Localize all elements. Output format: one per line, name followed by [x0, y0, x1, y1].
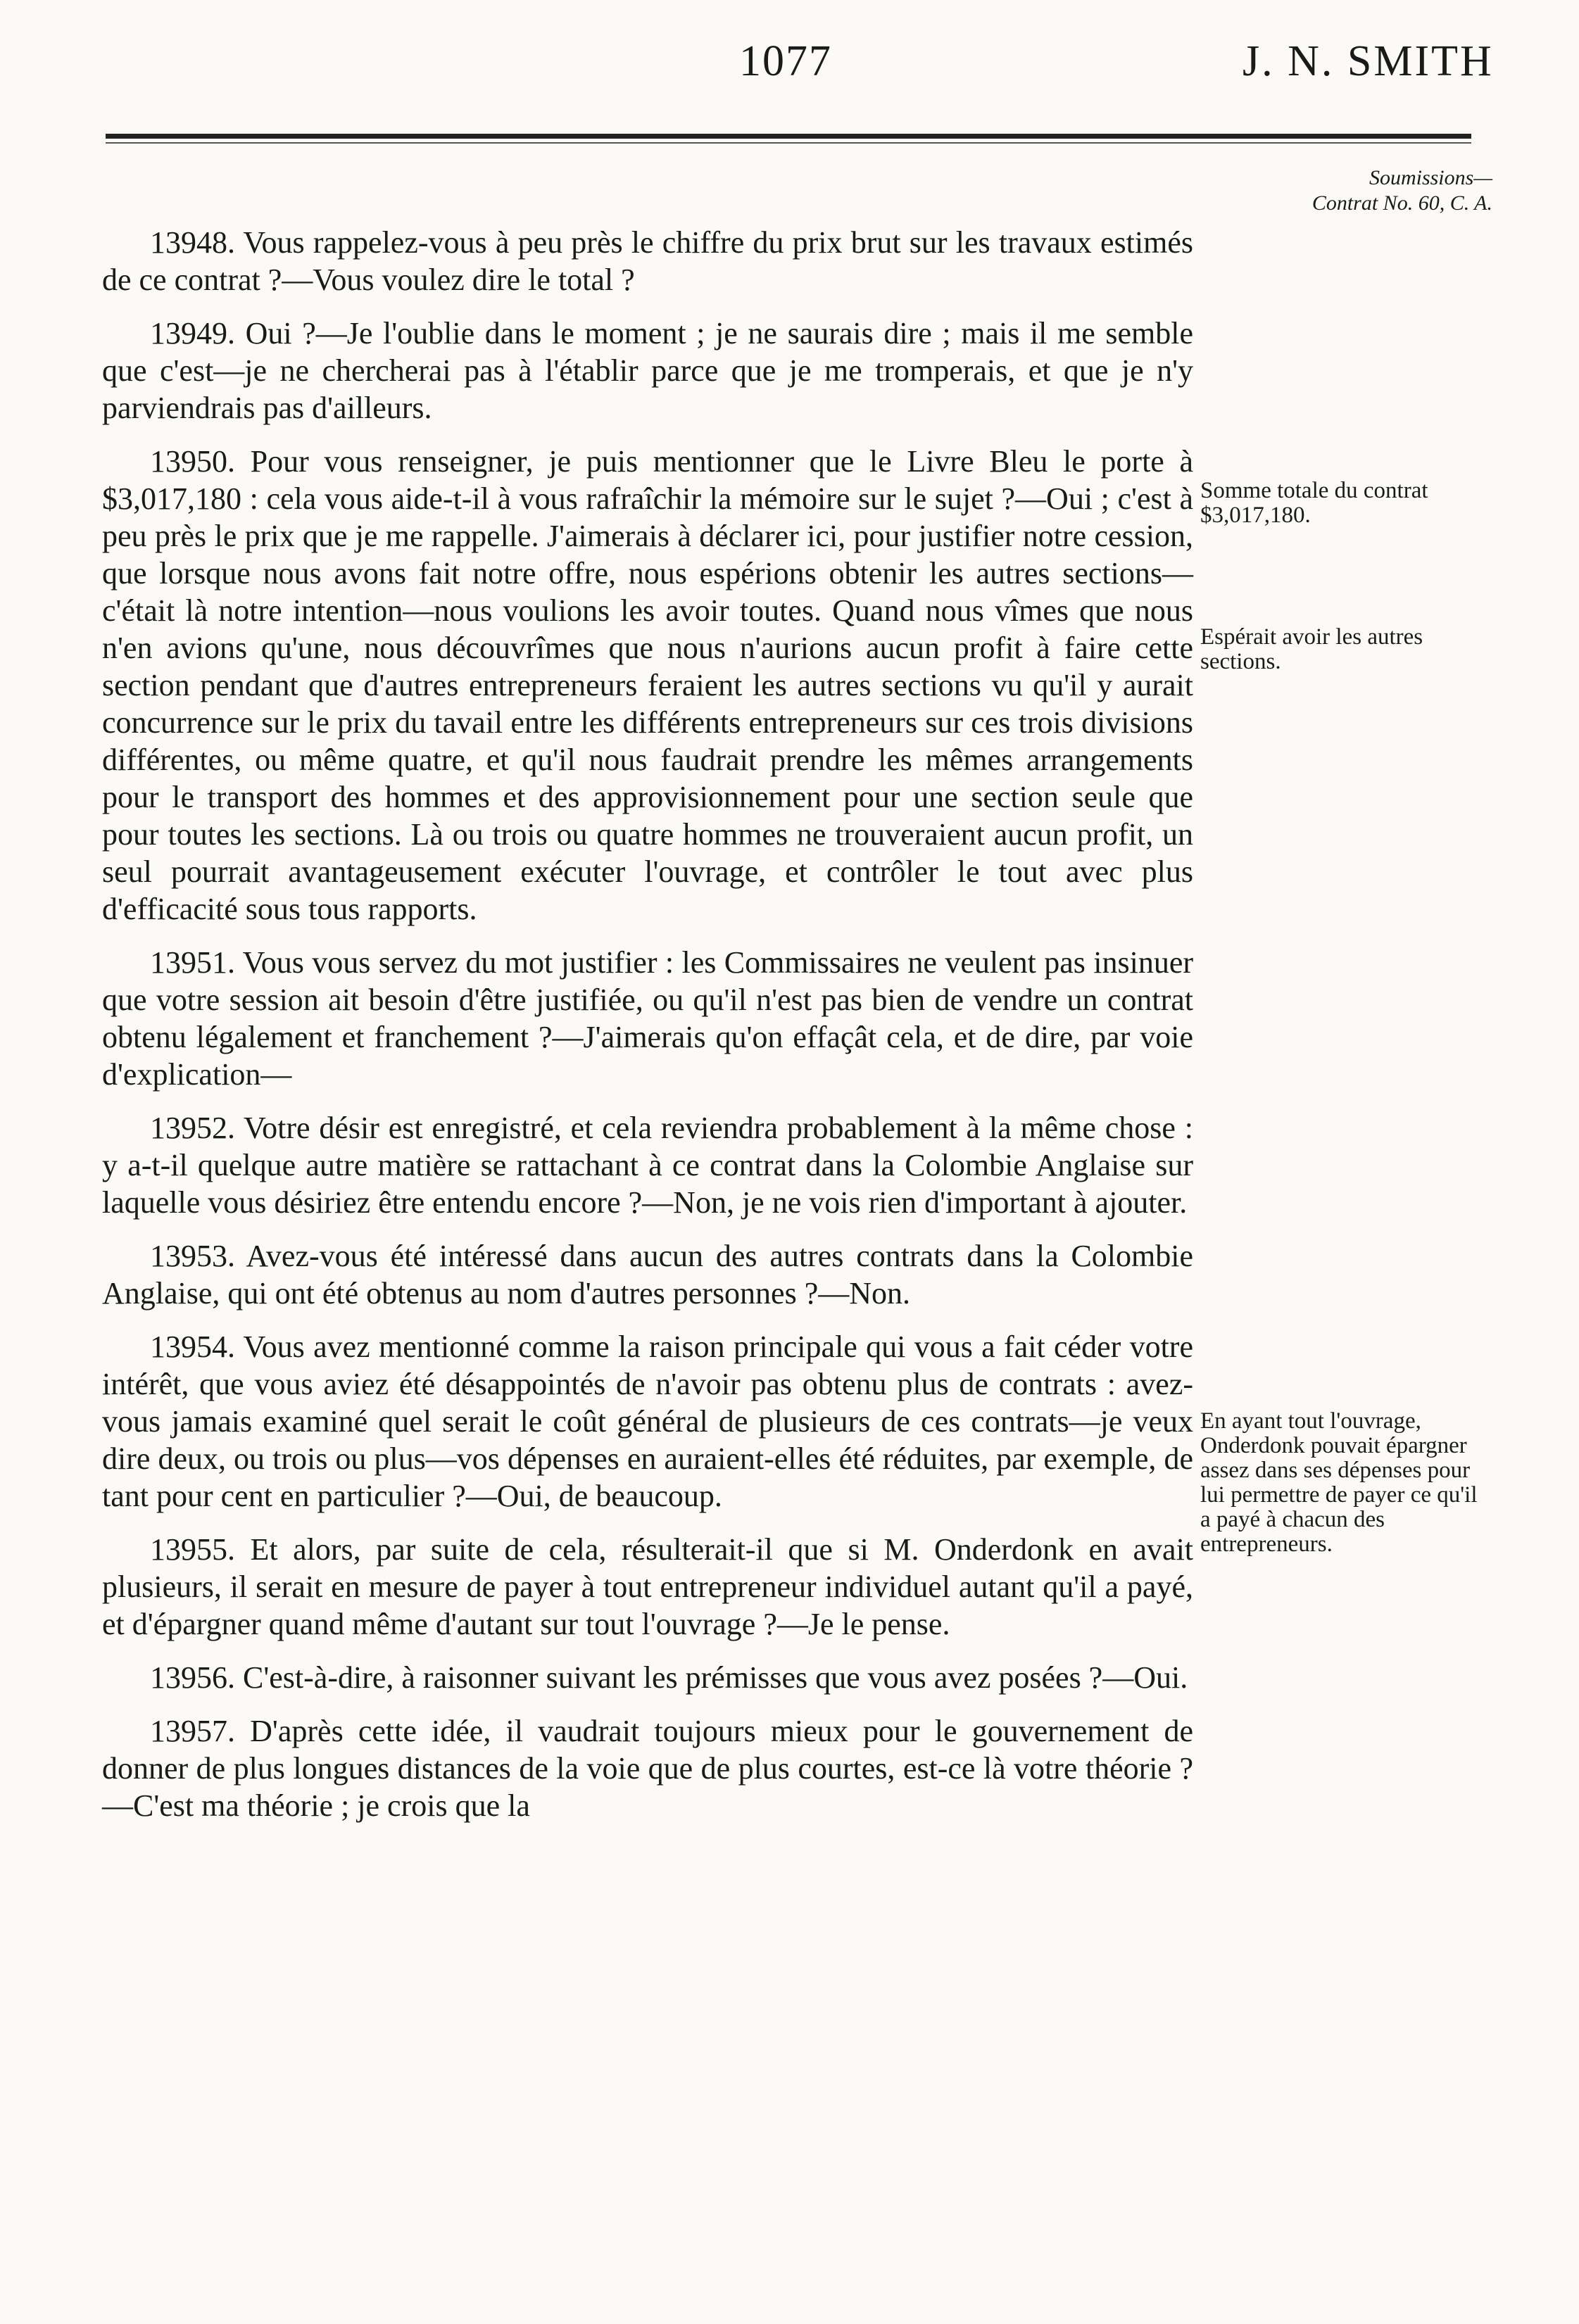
- margin-note-sections: Espérait avoir les autres sections.: [1200, 624, 1423, 674]
- question-number: 13948.: [150, 225, 235, 260]
- body-text: [102, 224, 1193, 1840]
- paragraph-text: Votre désir est enregistré, et cela reviendra probablement à la même chose : y a-t-il quelque autre matière se rattachant à ce contrat dans la Colombie Anglaise sur laquelle vous désiriez être entendu encore ?—Non, je ne vois rien d'important à ajouter.: [102, 1111, 1193, 1220]
- paragraph-13948: [102, 224, 1193, 298]
- paragraph-text: Pour vous renseigner, je puis mentionner que le Livre Bleu le porte à $3,017,180 : cela vous aide-t-il à vous rafraîchir la mémoire sur le sujet ?—Oui ; c'est à peu près le prix que je me rappelle. J'aimerais à déclarer ici, pour justifier notre cession, que lorsque nous avons fait notre offre, nous espérions obtenir les autres sections—c'était là notre intention—nous voulions les avoir toutes. Quand nous vîmes que nous n'en avions qu'une, nous découvrîmes que nous n'aurions aucun profit à faire cette section pendant que d'autres entrepreneurs feraient les autres sections vu qu'il y aurait concurrence sur le prix du tavail entre les différents entrepreneurs sur ces trois divisions différentes, ou même quatre, et qu'il nous faudrait prendre les mêmes arrangements pour le transport des hommes et des approvisionnement pour une section seule que pour toutes les sections. Là ou trois ou quatre hommes ne trouveraient aucun profit, un seul pourrait avantageusement exécuter l'ouvrage, et contrôler le tout avec plus d'efficacité sous tous rapports.: [102, 444, 1193, 926]
- side-heading-line2: Contrat No. 60, C. A.: [1311, 191, 1492, 215]
- paragraph-text: Oui ?—Je l'oublie dans le moment ; je ne saurais dire ; mais il me semble que c'est—je ne chercherai pas à l'établir parce que je me tromperais, et que je n'y parviendrais pas d'ailleurs.: [102, 316, 1194, 425]
- paragraph-13953: [102, 1237, 1193, 1312]
- paragraph-text: Avez-vous été intéressé dans aucun des autres contrats dans la Colombie Anglaise, qui ont été obtenus au nom d'autres personnes ?—Non.: [102, 1239, 1193, 1311]
- side-heading-line1: Soumissions—: [1369, 166, 1492, 189]
- paragraph-13952: [102, 1109, 1193, 1221]
- paragraph-13956: [102, 1659, 1193, 1696]
- running-head: J. N. SMITH: [1243, 37, 1494, 85]
- question-number: 13950.: [150, 444, 235, 479]
- paragraph-13951: [102, 944, 1193, 1093]
- side-heading: [1197, 165, 1492, 216]
- paragraph-13954: [102, 1328, 1193, 1515]
- paragraph-text: C'est-à-dire, à raisonner suivant les prémisses que vous avez posées ?—Oui.: [243, 1660, 1188, 1695]
- question-number: 13949.: [150, 316, 235, 351]
- question-number: 13956.: [150, 1660, 235, 1695]
- question-number: 13952.: [150, 1111, 235, 1145]
- page-number: 1077: [739, 37, 832, 85]
- paragraph-13957: [102, 1712, 1193, 1824]
- paragraph-13950: [102, 443, 1193, 928]
- paragraph-text: Vous rappelez-vous à peu près le chiffre du prix brut sur les travaux estimés de ce contrat ?—Vous voulez dire le total ?: [102, 225, 1193, 297]
- header-rule: [106, 134, 1471, 139]
- margin-note-onderdonk: En ayant tout l'ouvrage, Onderdonk pouvait épargner assez dans ses dépenses pour lui permettre de payer ce qu'il a payé à chacun des entrepreneurs.: [1200, 1408, 1478, 1557]
- paragraph-13949: [102, 315, 1193, 427]
- paragraph-text: Et alors, par suite de cela, résulterait-il que si M. Onderdonk en avait plusieurs, il serait en mesure de payer à tout entrepreneur individuel autant qu'il a payé, et d'épargner quand même d'autant sur tout l'ouvrage ?—Je le pense.: [102, 1532, 1194, 1641]
- margin-note-total: Somme totale du contrat $3,017,180.: [1200, 478, 1428, 528]
- question-number: 13953.: [150, 1239, 235, 1273]
- paragraph-text: Vous vous servez du mot justifier : les Commissaires ne veulent pas insinuer que votre session ait besoin d'être justifiée, ou qu'il n'est pas bien de vendre un contrat obtenu légalement et franchement ?—J'aimerais qu'on effaçât cela, et de dire, par voie d'explication—: [102, 945, 1193, 1092]
- question-number: 13957.: [150, 1714, 235, 1748]
- header-rule-thin: [106, 142, 1471, 144]
- question-number: 13951.: [150, 945, 235, 980]
- paragraph-13955: [102, 1531, 1193, 1643]
- paragraph-text: D'après cette idée, il vaudrait toujours mieux pour le gouvernement de donner de plus longues distances de la voie que de plus courtes, est-ce là votre théorie ?—C'est ma théorie ; je crois que la: [102, 1714, 1193, 1823]
- paragraph-text: Vous avez mentionné comme la raison principale qui vous a fait céder votre intérêt, que vous aviez été désappointés de n'avoir pas obtenu plus de contrats : avez-vous jamais examiné quel serait le coût général de plusieurs de ces contrats—je veux dire deux, ou trois ou plus—vos dépenses en auraient-elles été réduites, par exemple, de tant pour cent en particulier ?—Oui, de beaucoup.: [102, 1330, 1193, 1513]
- question-number: 13954.: [150, 1330, 235, 1364]
- question-number: 13955.: [150, 1532, 235, 1567]
